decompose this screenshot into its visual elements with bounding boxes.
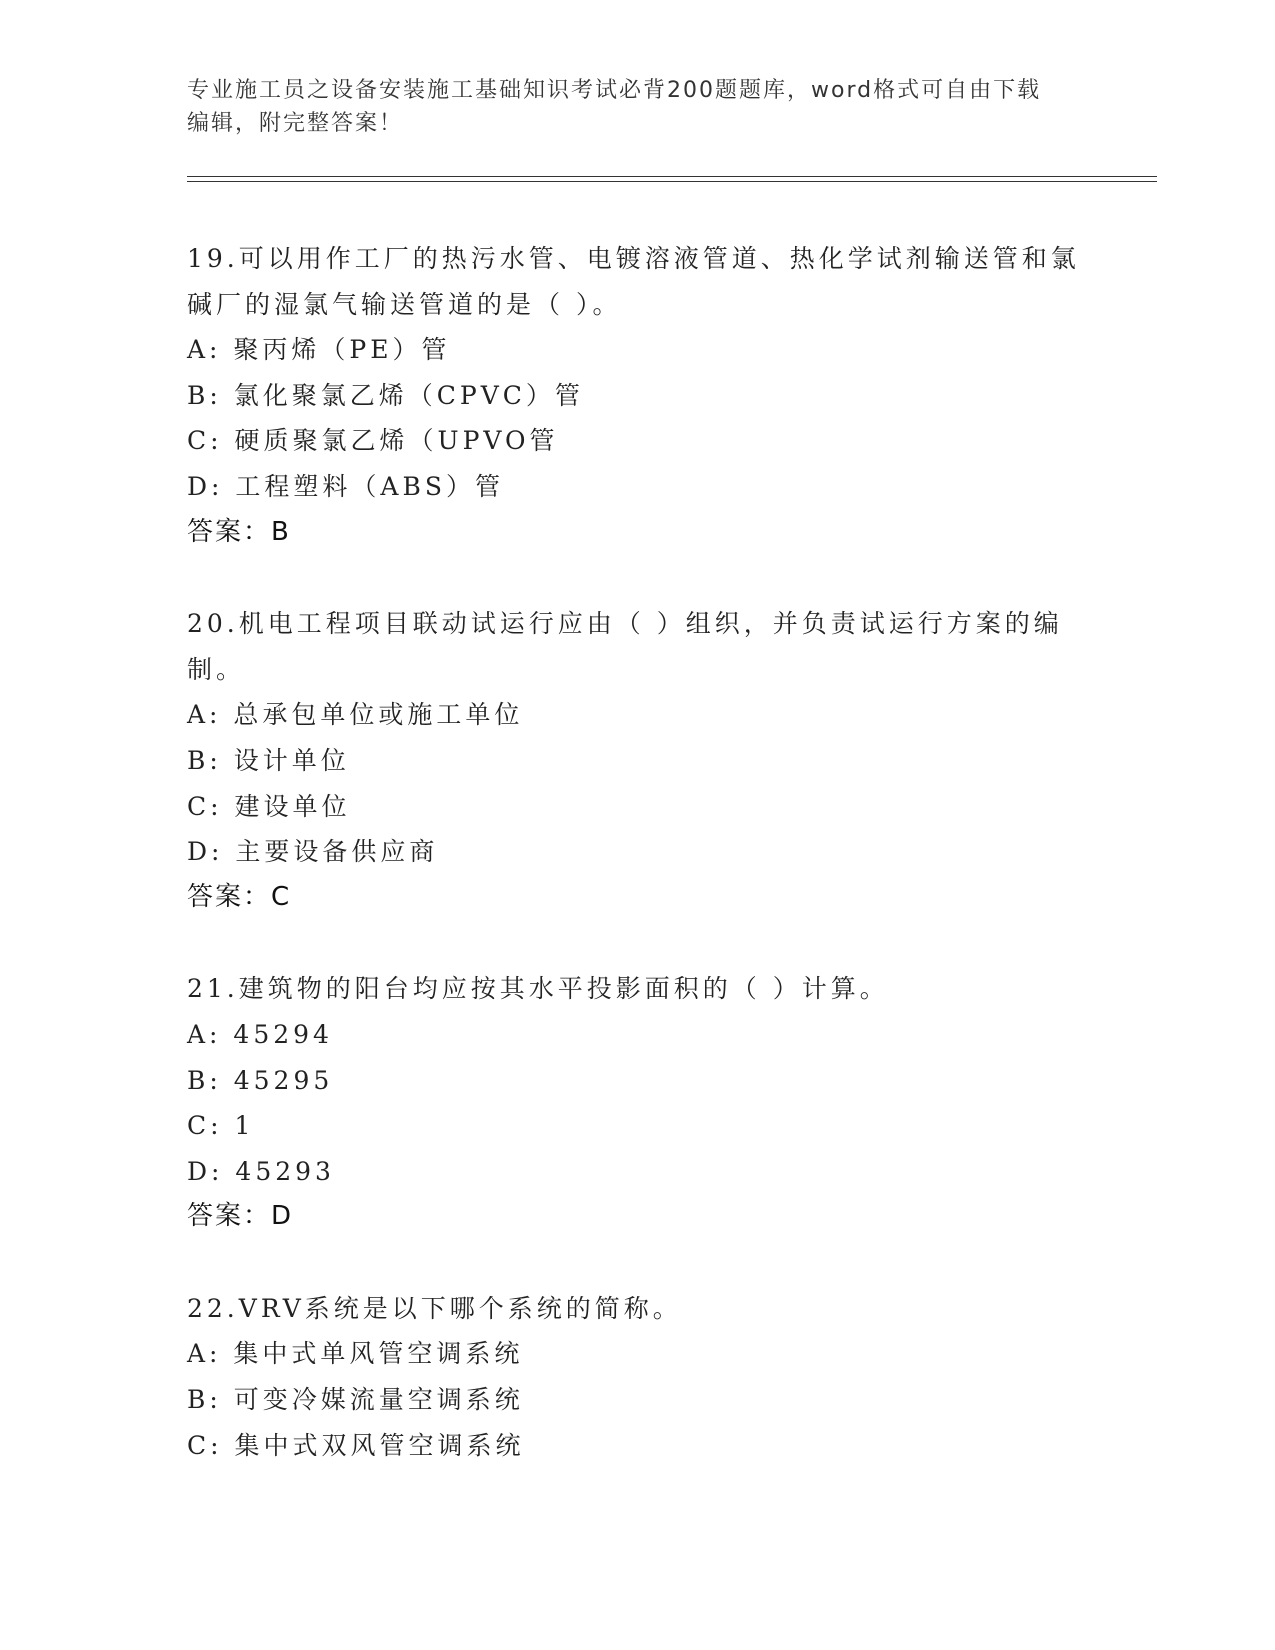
option-c: C: 硬质聚氯乙烯（UPVO管 — [187, 426, 559, 456]
question-stem-line: 20.机电工程项目联动试运行应由（ ）组织，并负责试运行方案的编 — [187, 609, 1063, 639]
option-a: A: 集中式单风管空调系统 — [187, 1339, 524, 1369]
option-c: C: 集中式双风管空调系统 — [187, 1430, 525, 1460]
question-list — [187, 236, 1087, 1514]
option-b: B: 氯化聚氯乙烯（CPVC）管 — [187, 380, 584, 410]
option-c: C: 1 — [187, 1111, 255, 1141]
question-stem-line: 22.VRV系统是以下哪个系统的简称。 — [187, 1293, 682, 1323]
question-22 — [187, 1286, 1087, 1468]
header-divider-top — [187, 176, 1157, 177]
question-21 — [187, 966, 1087, 1240]
option-b: B: 可变冷媒流量空调系统 — [187, 1385, 524, 1415]
answer-label: 答案：C — [187, 881, 292, 912]
answer-label: 答案：D — [187, 1201, 294, 1232]
option-d: D: 45293 — [187, 1156, 335, 1186]
option-c: C: 建设单位 — [187, 791, 351, 821]
header-line-1: 专业施工员之设备安装施工基础知识考试必背200题题库，word格式可自由下载 — [187, 78, 1042, 103]
question-stem-line: 19.可以用作工厂的热污水管、电镀溶液管道、热化学试剂输送管和氯 — [187, 244, 1080, 273]
option-a: A: 45294 — [187, 1019, 333, 1049]
option-d: D: 主要设备供应商 — [187, 837, 439, 867]
header-divider-bottom — [187, 181, 1157, 182]
question-19 — [187, 236, 1087, 555]
option-b: B: 45295 — [187, 1065, 334, 1095]
option-b: B: 设计单位 — [187, 745, 350, 775]
option-a: A: 总承包单位或施工单位 — [187, 700, 524, 730]
option-a: A: 聚丙烯（PE）管 — [187, 335, 451, 365]
document-header — [187, 74, 1087, 140]
header-line-2: 编辑，附完整答案！ — [187, 111, 404, 136]
question-20 — [187, 601, 1087, 920]
option-d: D: 工程塑料（ABS）管 — [187, 471, 504, 501]
question-stem-line: 碱厂的湿氯气输送管道的是（ ）。 — [187, 289, 622, 319]
answer-label: 答案：B — [187, 516, 291, 547]
question-stem-line: 21.建筑物的阳台均应按其水平投影面积的（ ）计算。 — [187, 974, 889, 1004]
question-stem-line: 制。 — [187, 654, 246, 684]
